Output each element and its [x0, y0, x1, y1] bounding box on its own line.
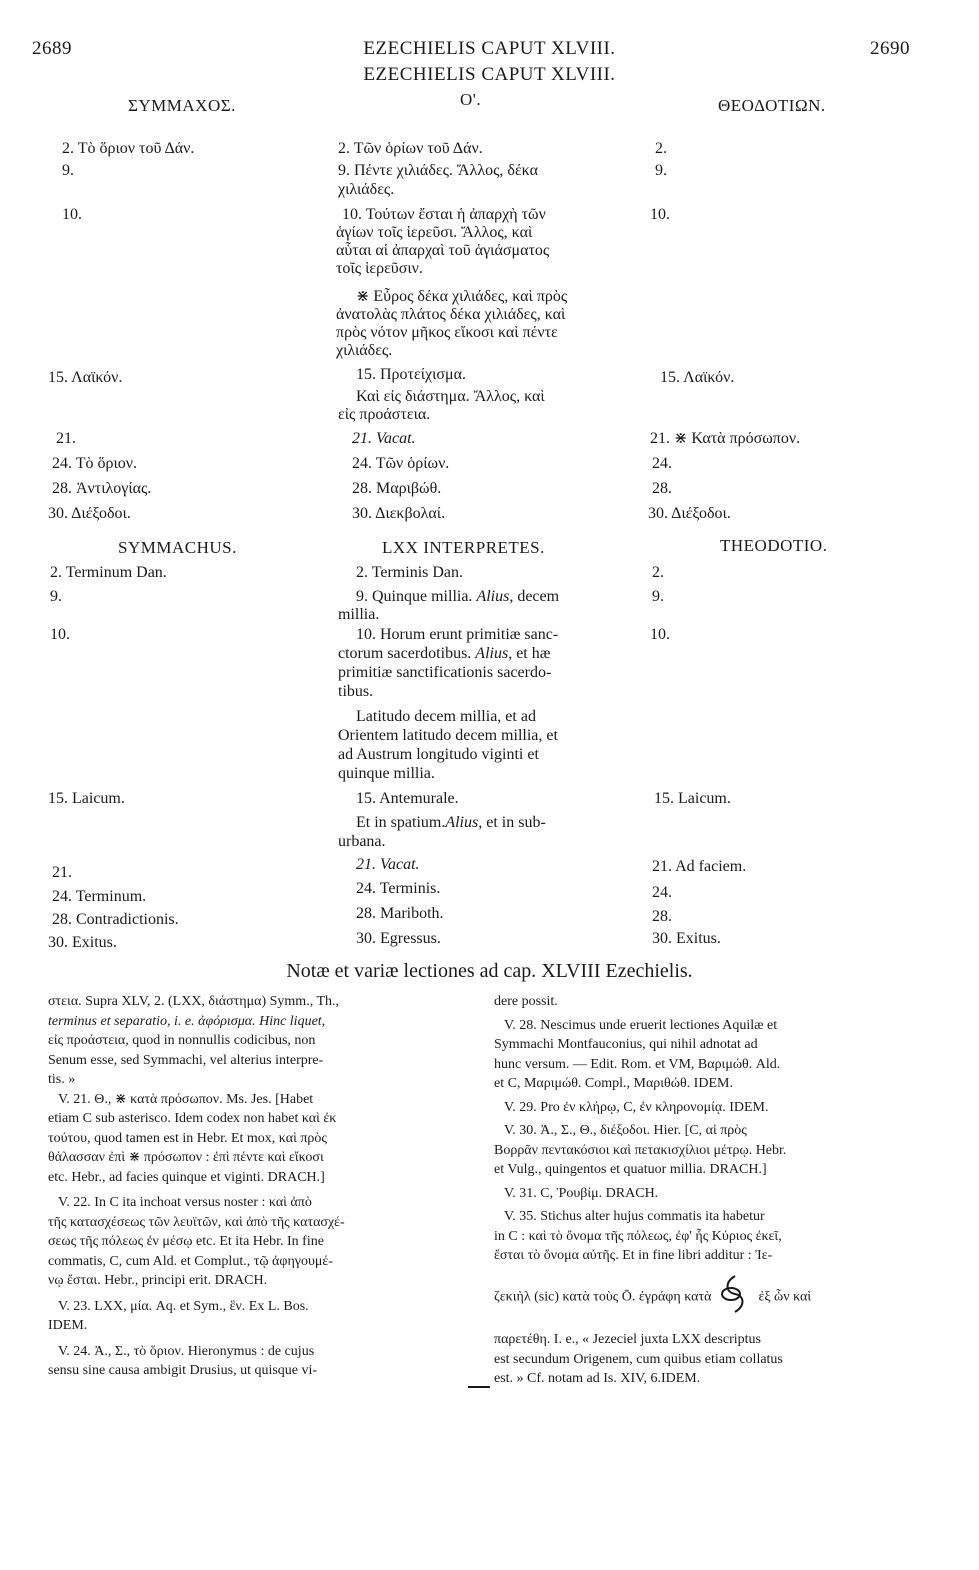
notes-line: σεως τῆς πόλεως ἐν μέσῳ etc. Et ita Hebr. In fine: [48, 1234, 324, 1249]
notes-line: παρετέθη. I. e., « Jezeciel juxta LXX descriptus: [494, 1332, 762, 1347]
latin-left-line: 15. Laicum.: [48, 790, 125, 807]
end-rule: [468, 1386, 490, 1388]
notes-line: terminus et separatio, i. e. ἀφόρισμα. Hinc liquet,: [48, 1013, 326, 1029]
greek-center-line: 30. Διεκβολαί.: [352, 505, 446, 522]
greek-left-line: 24. Τὸ ὅριον.: [52, 455, 138, 472]
greek-right-line: 30. Διέξοδοι.: [648, 505, 731, 522]
latin-right-line: 15. Laicum.: [654, 790, 731, 807]
notes-line: εἰς προάστεια, quod in nonnullis codicibus, non: [48, 1033, 316, 1048]
latin-center-line: millia.: [338, 606, 380, 623]
latin-center-line: 30. Egressus.: [356, 930, 441, 947]
notes-line: V. 29. Pro ἐν κλήρῳ, C, ἐν κληρονομίᾳ. IDEM.: [504, 1099, 769, 1115]
greek-center-line: πρὸς νότον μῆκος εἴκοσι καὶ πέντε: [336, 324, 558, 341]
greek-center-line: 21. Vacat.: [352, 430, 416, 447]
greek-center-line: 10. Τούτων ἔσται ἡ ἀπαρχὴ τῶν: [342, 206, 546, 223]
latin-right-line: 21. Ad faciem.: [652, 858, 747, 875]
latin-right-line: 28.: [652, 908, 672, 925]
notes-line: dere possit.: [494, 994, 558, 1009]
latin-center-line: 24. Terminis.: [356, 880, 441, 897]
notes-line: τούτου, quod tamen est in Hebr. Et mox, καὶ πρὸς: [48, 1130, 327, 1146]
notes-line: est secundum Origenem, cum quibus etiam collatus: [494, 1351, 783, 1367]
greek-left-line: 28. Ἀντιλογίας.: [52, 480, 152, 497]
notes-line: ἔσται τὸ ὄνομα αὐτῆς. Et in fine libri additur : Ἰε-: [494, 1248, 773, 1263]
notes-line: et Vulg., quingentos et quatuor millia. DRACH.]: [494, 1162, 767, 1177]
notes-title: Notæ et variæ lectiones ad cap. XLVIII Ezechielis.: [286, 960, 693, 982]
latin-center-line: primitiæ sanctificationis sacerdo-: [338, 664, 552, 681]
greek-center-line: χιλιάδες.: [336, 342, 393, 359]
latin-left-line: 24. Terminum.: [52, 888, 147, 905]
latin-center-line: Latitudo decem millia, et ad: [356, 708, 536, 725]
greek-right-line: 15. Λαϊκόν.: [660, 369, 735, 386]
greek-right-line: 2.: [655, 140, 667, 157]
latin-heading-symmachus: SYMMACHUS.: [118, 538, 237, 557]
notes-line: Βορρᾶν πεντακόσιοι καὶ πετακισχίλιοι μέτρῳ. Hebr.: [494, 1142, 787, 1158]
greek-left-line: 30. Διέξοδοι.: [48, 505, 131, 522]
latin-heading-lxx: LXX INTERPRETES.: [382, 538, 545, 557]
latin-right-line: 10.: [650, 626, 670, 643]
greek-center-line: ἁγίων τοῖς ἱερεῦσι. Ἄλλος, καὶ: [336, 224, 533, 241]
notes-line: IDEM.: [48, 1318, 88, 1333]
latin-center-line: 28. Mariboth.: [356, 905, 444, 922]
notes-line: est. » Cf. notam ad Is. XIV, 6.IDEM.: [494, 1371, 701, 1386]
running-title: EZECHIELIS CAPUT XLVIII.: [363, 38, 616, 59]
notes-line: V. 28. Nescimus unde eruerit lectiones Aquilæ et: [504, 1017, 778, 1033]
latin-left-line: 9.: [50, 588, 62, 605]
latin-center-text: Et in spatium.: [356, 814, 446, 831]
greek-center-line: 28. Μαριβώθ.: [352, 480, 442, 497]
latin-center-line: 10. Horum erunt primitiæ sanc-: [356, 626, 559, 643]
greek-right-line: 10.: [650, 206, 670, 223]
latin-center-text: et hæ: [516, 645, 551, 662]
notes-line: in C : καὶ τὸ ὄνομα τῆς πόλεως, ἐφ' ἧς Κύριος ἐκεῖ,: [494, 1228, 782, 1244]
latin-left-line: 2. Terminum Dan.: [50, 564, 167, 581]
notes-line: νῳ ἔσται. Hebr., principi erit. DRACH.: [48, 1273, 268, 1288]
notes-text: ζεκιὴλ (sic) κατὰ τοὺς Ō. ἐγράφη κατὰ: [494, 1288, 712, 1304]
notes-left-column: [48, 992, 474, 1381]
latin-center-text: et in sub-: [486, 814, 546, 831]
notes-line: Symmachi Montfauconius, qui nihil adnotat ad: [494, 1037, 758, 1052]
latin-center-text: 9. Quinque millia.: [356, 588, 473, 605]
greek-left-line: 21.: [56, 430, 76, 447]
greek-center-line: 15. Προτείχισμα.: [356, 366, 466, 383]
greek-right-line: 24.: [652, 455, 672, 472]
notes-line: V. 31. C, Ῥουβίμ. DRACH.: [504, 1185, 659, 1201]
latin-left-line: 10.: [50, 626, 70, 643]
page-number-left: 2689: [32, 38, 72, 59]
notes-line: στεια. Supra XLV, 2. (LXX, διάστημα) Symm., Th.,: [48, 994, 339, 1009]
notes-text: ἐξ ὧν καὶ: [758, 1288, 812, 1304]
greek-center-line: 9. Πέντε χιλιάδες. Ἄλλος, δέκα: [338, 162, 538, 179]
latin-center-line: 2. Terminis Dan.: [356, 564, 464, 581]
latin-center-alius: Alius,: [445, 814, 483, 831]
greek-right-line: 21. ⋇ Κατὰ πρόσωπον.: [650, 430, 801, 447]
greek-left-line: 10.: [62, 206, 82, 223]
greek-center-line: τοῖς ἱερεῦσιν.: [336, 260, 423, 277]
latin-heading-theodotio: THEODOTIO.: [720, 536, 828, 555]
latin-center-line: Orientem latitudo decem millia, et: [338, 727, 558, 744]
latin-right-line: 9.: [652, 588, 664, 605]
notes-line: etc. Hebr., ad facies quinque et viginti. DRACH.]: [48, 1169, 325, 1185]
latin-center-line: 21. Vacat.: [356, 856, 420, 873]
notes-line: V. 23. LXX, μία. Aq. et Sym., ἓν. Ex L. Bos.: [58, 1298, 309, 1314]
latin-left-line: 21.: [52, 864, 72, 881]
latin-center-line: tibus.: [338, 683, 374, 700]
greek-left-line: 15. Λαϊκόν.: [48, 369, 123, 386]
latin-center-line: [356, 814, 546, 832]
notes-line: etiam C sub asterisco. Idem codex non habet καὶ ἐκ: [48, 1111, 337, 1126]
notes-line: θάλασσαν ἐπὶ ⋇ πρόσωπον : ἐπὶ πέντε καὶ εἴκοσι: [48, 1150, 324, 1165]
greek-left-line: 2. Τὸ ὅριον τοῦ Δάν.: [62, 140, 195, 157]
greek-center-line: εἰς προάστεια.: [338, 406, 431, 423]
latin-center-text: ctorum sacerdotibus.: [338, 645, 472, 662]
notes-right-column: [494, 992, 944, 1389]
notes-line: V. 21. Θ., ⋇ κατὰ πρόσωπον. Ms. Jes. [Habet: [58, 1091, 314, 1107]
greek-right-line: 9.: [655, 162, 667, 179]
latin-center-line: ad Austrum longitudo viginti et: [338, 746, 539, 763]
latin-right-line: 24.: [652, 884, 672, 901]
latin-center-alius: Alius,: [475, 645, 513, 662]
greek-center-line: Καὶ εἰς διάστημα. Ἄλλος, καὶ: [356, 388, 545, 405]
notes-line: sensu sine causa ambigit Drusius, ut quisque vi-: [48, 1363, 318, 1378]
latin-center-text: decem: [517, 588, 560, 605]
latin-center-alius: Alius,: [476, 588, 514, 605]
greek-center-line: χιλιάδες.: [338, 181, 395, 198]
latin-center-line: 15. Antemurale.: [356, 790, 459, 807]
notes-line: V. 35. Stichus alter hujus commatis ita habetur: [504, 1209, 765, 1224]
manuscript-sigla-icon: [719, 1274, 751, 1321]
greek-center-line: ἀνατολὰς πλάτος δέκα χιλιάδες, καὶ: [336, 306, 566, 323]
latin-center-line: urbana.: [338, 833, 386, 850]
greek-left-line: 9.: [62, 162, 74, 179]
greek-center-line: 2. Τῶν ὁρίων τοῦ Δάν.: [338, 140, 483, 157]
greek-center-line: ⋇ Εὖρος δέκα χιλιάδες, καὶ πρὸς: [356, 288, 568, 305]
notes-line: V. 22. In C ita inchoat versus noster : καὶ ἀπὸ: [58, 1195, 312, 1210]
latin-right-line: 30. Exitus.: [652, 930, 721, 947]
notes-line: commatis, C, cum Ald. et Complut., τῷ ἀφηγουμέ-: [48, 1253, 333, 1269]
notes-line: V. 30. Ἀ., Σ., Θ., διέξοδοι. Hier. [C, αἱ πρὸς: [504, 1123, 747, 1138]
latin-left-line: 28. Contradictionis.: [52, 911, 179, 928]
notes-line: et C, Μαριμώθ. Compl., Μαριθώθ. IDEM.: [494, 1076, 733, 1091]
greek-center-line: αὗται αἱ ἀπαρχαὶ τοῦ ἁγιάσματος: [336, 242, 550, 259]
notes-line: V. 24. Ἀ., Σ., τὸ ὅριον. Hieronymus : de cujus: [58, 1343, 315, 1359]
greek-center-line: 24. Τῶν ὁρίων.: [352, 455, 450, 472]
latin-center-line: [356, 588, 559, 606]
greek-heading-symmachus: ΣΥΜΜΑΧΟΣ.: [128, 96, 236, 115]
greek-right-line: 28.: [652, 480, 672, 497]
latin-center-line: quinque millia.: [338, 765, 435, 782]
notes-line: τῆς κατασχέσεως τῶν λευϊτῶν, καὶ ἀπὸ τῆς κατασχέ-: [48, 1214, 345, 1230]
latin-center-line: [338, 645, 550, 663]
notes-line: Senum esse, sed Symmachi, vel alterius interpre-: [48, 1052, 324, 1068]
notes-line-with-symbol: [494, 1274, 944, 1321]
notes-line: tis. »: [48, 1072, 76, 1087]
page-number-right: 2690: [870, 38, 910, 59]
latin-right-line: 2.: [652, 564, 664, 581]
greek-heading-theodotion: ΘΕΟΔΟΤΙΩΝ.: [718, 96, 826, 115]
notes-line: hunc versum. — Edit. Rom. et VM, Βαριμώθ. Ald.: [494, 1056, 781, 1072]
greek-heading-lxx: Ο'.: [460, 90, 482, 109]
latin-left-line: 30. Exitus.: [48, 934, 117, 951]
page-title: EZECHIELIS CAPUT XLVIII.: [363, 64, 616, 85]
